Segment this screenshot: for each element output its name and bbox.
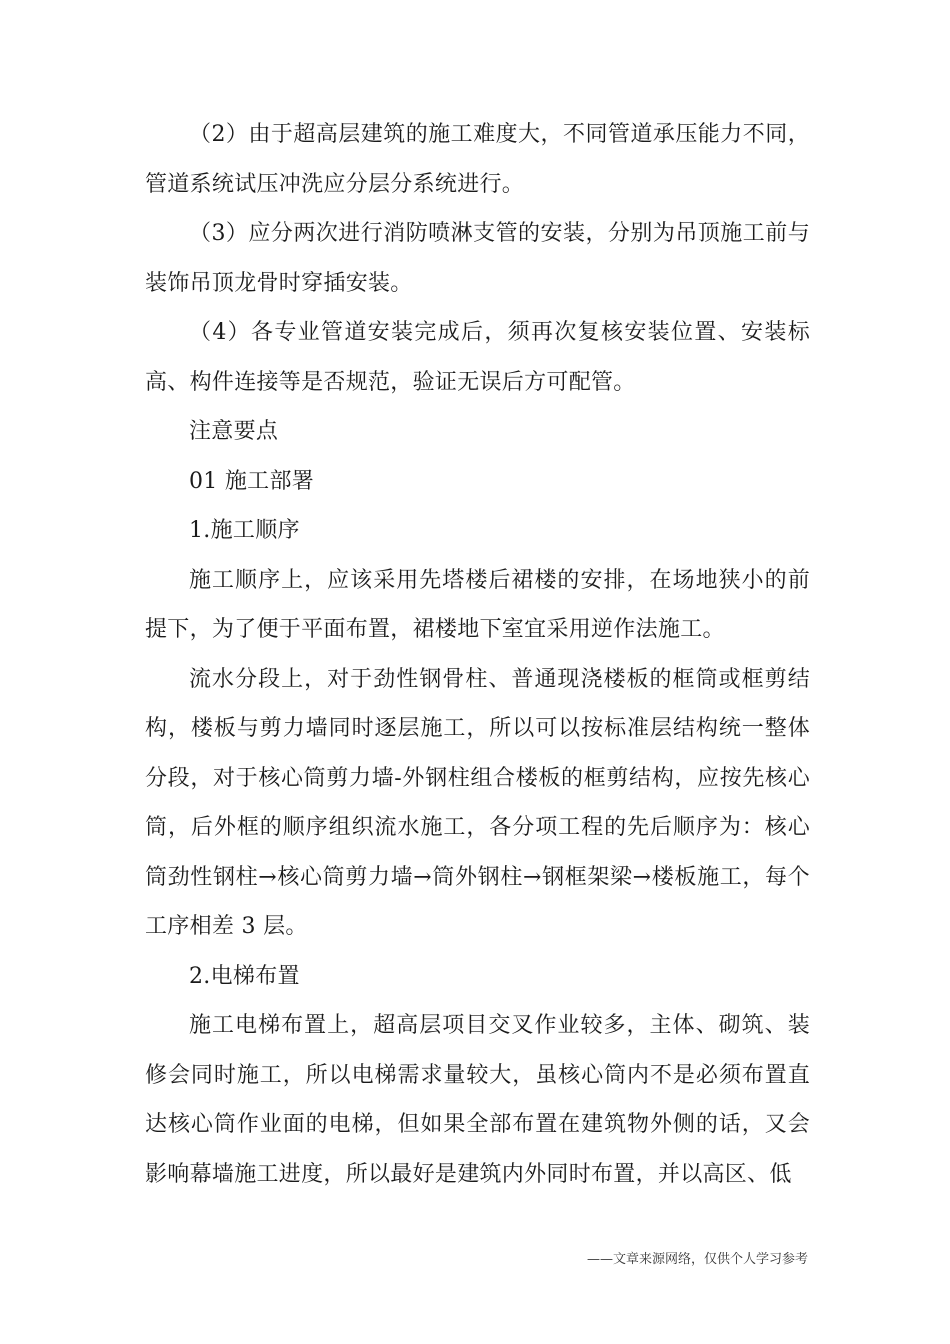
paragraph-elevator-layout: 施工电梯布置上，超高层项目交叉作业较多，主体、砌筑、装修会同时施工，所以电梯需求量较大，虽核心筒内不是必须布置直达核心筒作业面的电梯，但如果全部布置在建筑物外侧的话，又会影响幕墙施工进度，所以最好是建筑内外同时布置，并以高区、低 (145, 1013, 810, 1187)
paragraph-item-2: （2）由于超高层建筑的施工难度大，不同管道承压能力不同，管道系统试压冲洗应分层分系统进行。 (145, 122, 810, 197)
document-body (145, 110, 810, 1199)
topic-heading-construction-order: 1.施工顺序 (189, 518, 300, 543)
paragraph-item-3: （3）应分两次进行消防喷淋支管的安装，分别为吊顶施工前与装饰吊顶龙骨时穿插安装。 (145, 221, 810, 296)
section-heading: 注意要点 (189, 419, 279, 444)
subsection-heading: 01 施工部署 (189, 468, 315, 494)
topic-heading-elevator: 2.电梯布置 (189, 963, 300, 989)
paragraph-item-4: （4）各专业管道安装完成后，须再次复核安装位置、安装标高、构件连接等是否规范，验证无误后方可配管。 (145, 320, 810, 395)
page-footer-note: ——文章来源网络，仅供个人学习参考 (586, 1252, 808, 1267)
paragraph-flow-sections: 流水分段上，对于劲性钢骨柱、普通现浇楼板的框筒或框剪结构，楼板与剪力墙同时逐层施工，所以可以按标准层结构统一整体分段，对于核心筒剪力墙-外钢柱组合楼板的框剪结构，应按先核心筒，后外框的顺序组织流水施工，各分项工程的先后顺序为：核心筒劲性钢柱→核心筒剪力墙→筒外钢柱→钢框架梁→楼板施工，每个工序相差 3 层。 (145, 666, 810, 939)
paragraph-construction-order: 施工顺序上，应该采用先塔楼后裙楼的安排，在场地狭小的前提下，为了便于平面布置，裙楼地下室宜采用逆作法施工。 (145, 567, 810, 642)
